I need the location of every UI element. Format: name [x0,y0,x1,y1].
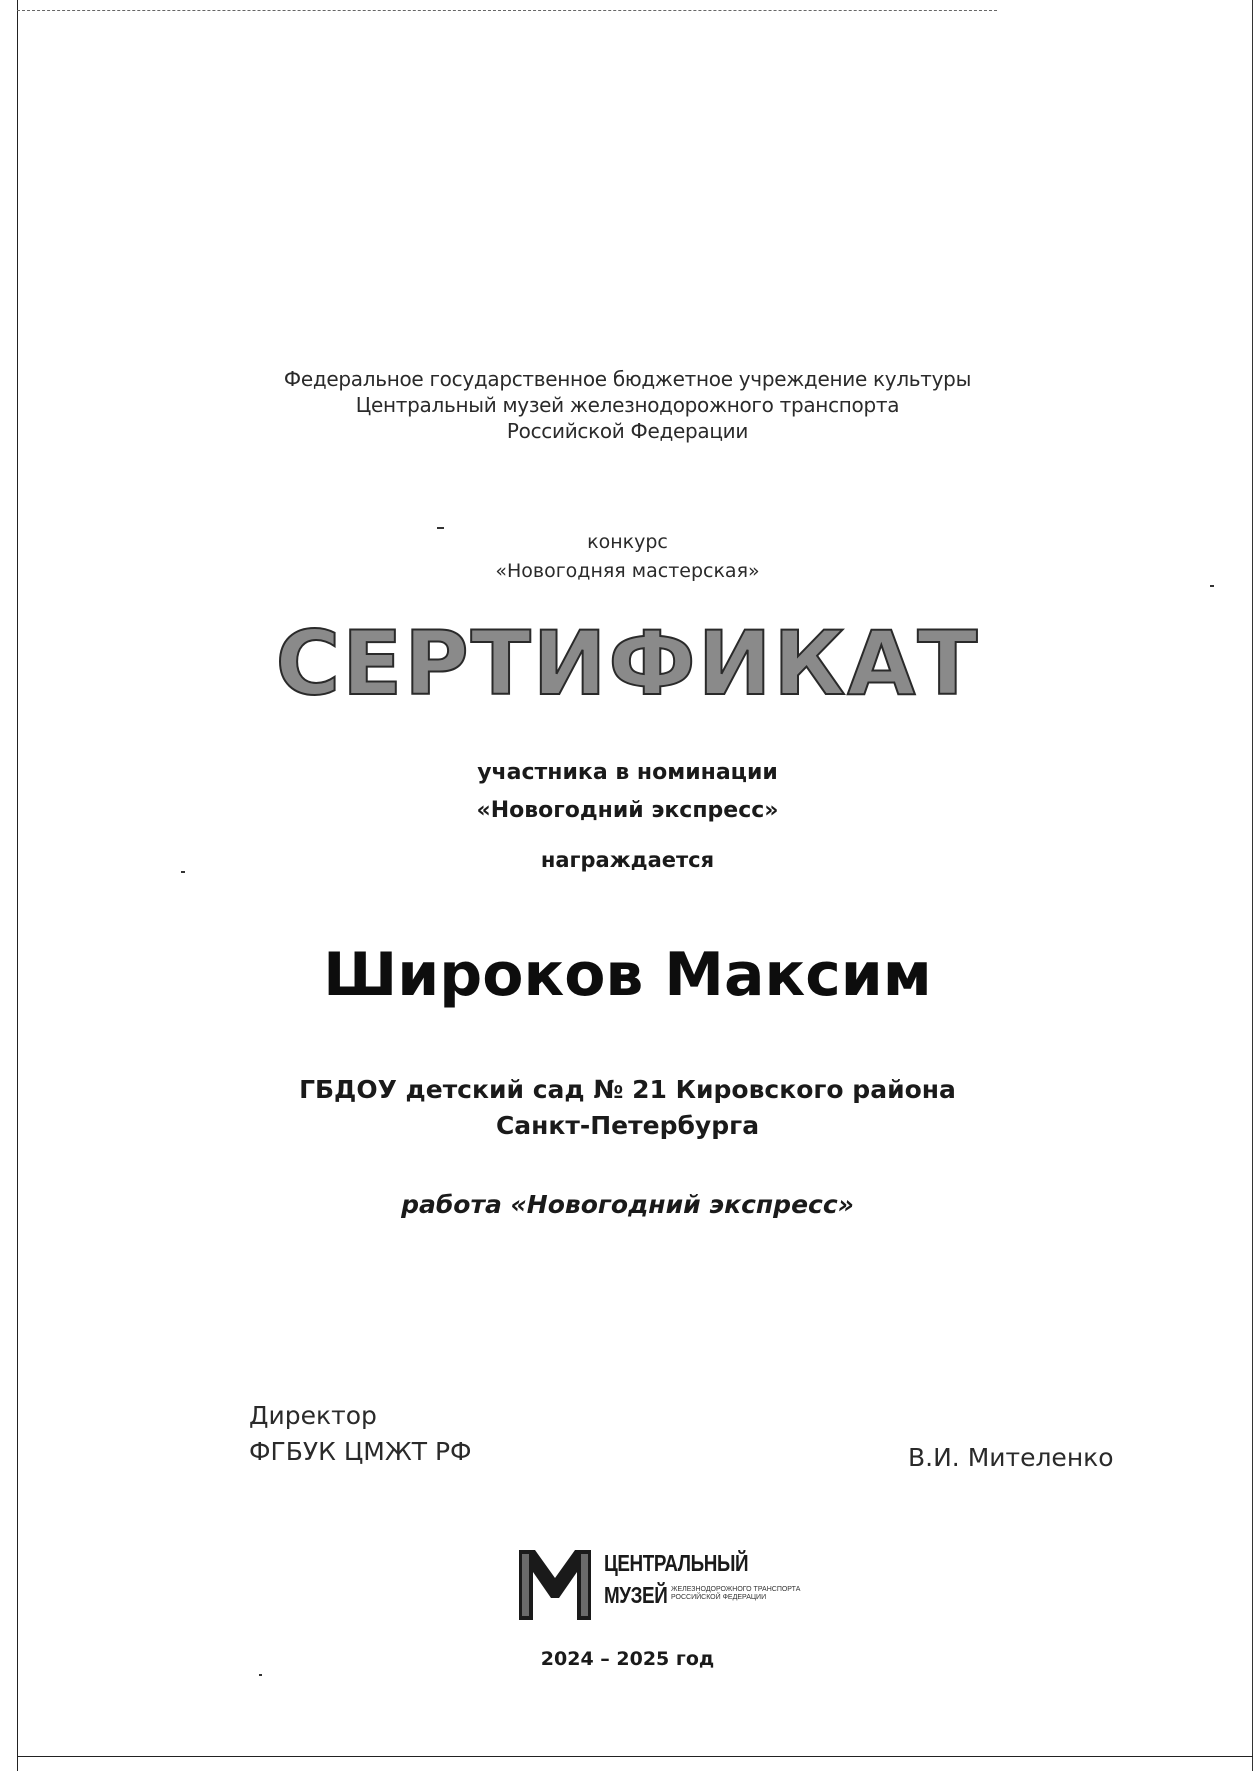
academic-year: 2024 – 2025 год [540,1648,715,1670]
scan-speck [259,1674,262,1676]
recipient-name: Широков Максим [323,940,932,1010]
nomination-block [0,754,1255,830]
school-line-1: ГБДОУ детский сад № 21 Кировского района [299,1075,956,1104]
contest-block [0,528,1255,586]
school-line-2: Санкт-Петербурга [495,1111,760,1140]
nomination-line-1: участника в номинации [477,760,778,785]
work-title: работа «Новогодний экспресс» [401,1190,854,1219]
logo-subtitle-line-1: ЖЕЛЕЗНОДОРОЖНОГО ТРАНСПОРТА [671,1586,801,1593]
scan-border-right [1252,0,1253,1771]
scan-border-bottom [17,1756,1253,1757]
director-title: Директор [249,1401,377,1430]
awarded-text: награждается [540,848,715,872]
school-block [0,1072,1255,1144]
director-block [249,1398,472,1470]
nomination-line-2: «Новогодний экспресс» [476,798,779,823]
signer-name: В.И. Мителенко [908,1443,1114,1472]
logo-line-1: ЦЕНТРАЛЬНЫЙ [604,1550,749,1576]
museum-logo [519,1550,839,1620]
museum-m-icon [519,1550,591,1620]
logo-line-2: МУЗЕЙ [604,1582,668,1608]
logo-subtitle [671,1586,800,1602]
organization-header [0,366,1255,444]
organization-line-2: Центральный музей железнодорожного транспорта [355,393,900,417]
contest-name: «Новогодняя мастерская» [495,560,760,582]
organization-line-1: Федеральное государственное бюджетное учреждение культуры [283,367,972,391]
scan-border-top [17,10,997,12]
organization-line-3: Российской Федерации [506,419,749,443]
scan-border-left [17,0,18,1771]
certificate-title: СЕРТИФИКАТ [275,612,980,715]
logo-subtitle-line-2: РОССИЙСКОЙ ФЕДЕРАЦИИ [671,1594,767,1601]
director-organization: ФГБУК ЦМЖТ РФ [249,1437,472,1466]
contest-label: конкурс [587,531,668,553]
